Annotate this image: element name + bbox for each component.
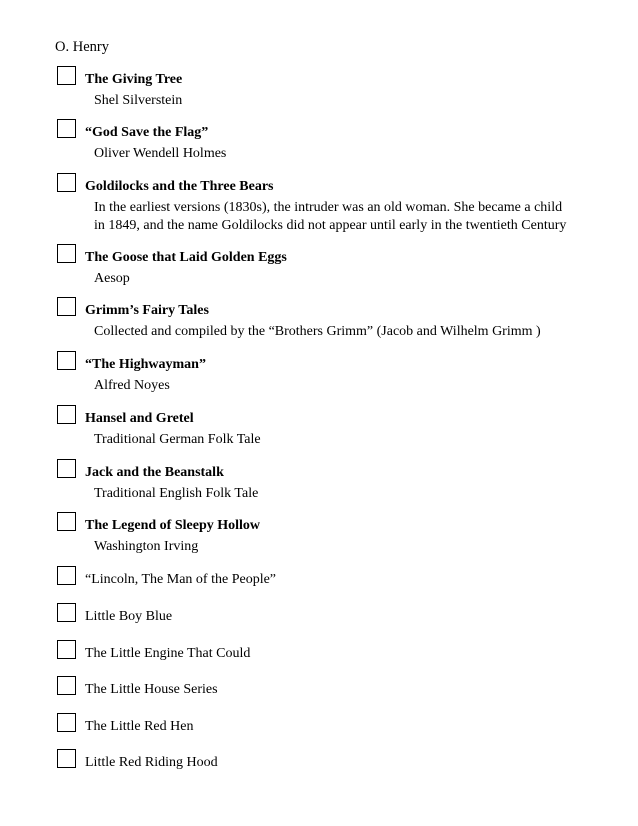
item-title: The Giving Tree	[85, 72, 183, 87]
checkbox[interactable]	[57, 66, 76, 85]
checkbox[interactable]	[57, 512, 76, 531]
item-title: Grimm’s Fairy Tales	[85, 303, 209, 318]
item-title: The Little Red Hen	[85, 719, 194, 734]
item-author: Traditional German Folk Tale	[94, 432, 261, 447]
checkbox[interactable]	[57, 351, 76, 370]
checkbox[interactable]	[57, 749, 76, 768]
item-title: Little Boy Blue	[85, 609, 173, 624]
item-note	[94, 199, 624, 235]
item-title: Little Red Riding Hood	[85, 755, 218, 770]
item-author: Oliver Wendell Holmes	[94, 146, 227, 161]
checkbox[interactable]	[57, 119, 76, 138]
item-title: Jack and the Beanstalk	[85, 465, 224, 480]
item-note-line: in 1849, and the name Goldilocks did not appear until early in the twentieth Century	[94, 218, 567, 233]
item-author: Alfred Noyes	[94, 378, 170, 393]
item-title: “The Highwayman”	[85, 357, 206, 372]
item-title: The Goose that Laid Golden Eggs	[85, 250, 287, 265]
checkbox[interactable]	[57, 566, 76, 585]
item-author: Aesop	[94, 271, 130, 286]
checkbox[interactable]	[57, 676, 76, 695]
checkbox[interactable]	[57, 173, 76, 192]
checkbox[interactable]	[57, 713, 76, 732]
checkbox[interactable]	[57, 603, 76, 622]
item-title: The Little House Series	[85, 682, 218, 697]
author-heading: O. Henry	[55, 39, 109, 55]
item-title: “Lincoln, The Man of the People”	[85, 572, 277, 587]
item-title: “God Save the Flag”	[85, 125, 209, 140]
item-author: Traditional English Folk Tale	[94, 486, 259, 501]
checkbox[interactable]	[57, 459, 76, 478]
item-title: Hansel and Gretel	[85, 411, 194, 426]
checkbox[interactable]	[57, 297, 76, 316]
item-title: The Legend of Sleepy Hollow	[85, 518, 261, 533]
checkbox[interactable]	[57, 640, 76, 659]
item-author: Washington Irving	[94, 539, 199, 554]
item-note-line: In the earliest versions (1830s), the intruder was an old woman. She became a child	[94, 200, 563, 215]
item-title: The Little Engine That Could	[85, 646, 251, 661]
item-author: Collected and compiled by the “Brothers Grimm” (Jacob and Wilhelm Grimm )	[94, 324, 541, 339]
item-author: Shel Silverstein	[94, 93, 183, 108]
checkbox[interactable]	[57, 405, 76, 424]
checkbox[interactable]	[57, 244, 76, 263]
item-title: Goldilocks and the Three Bears	[85, 179, 274, 194]
